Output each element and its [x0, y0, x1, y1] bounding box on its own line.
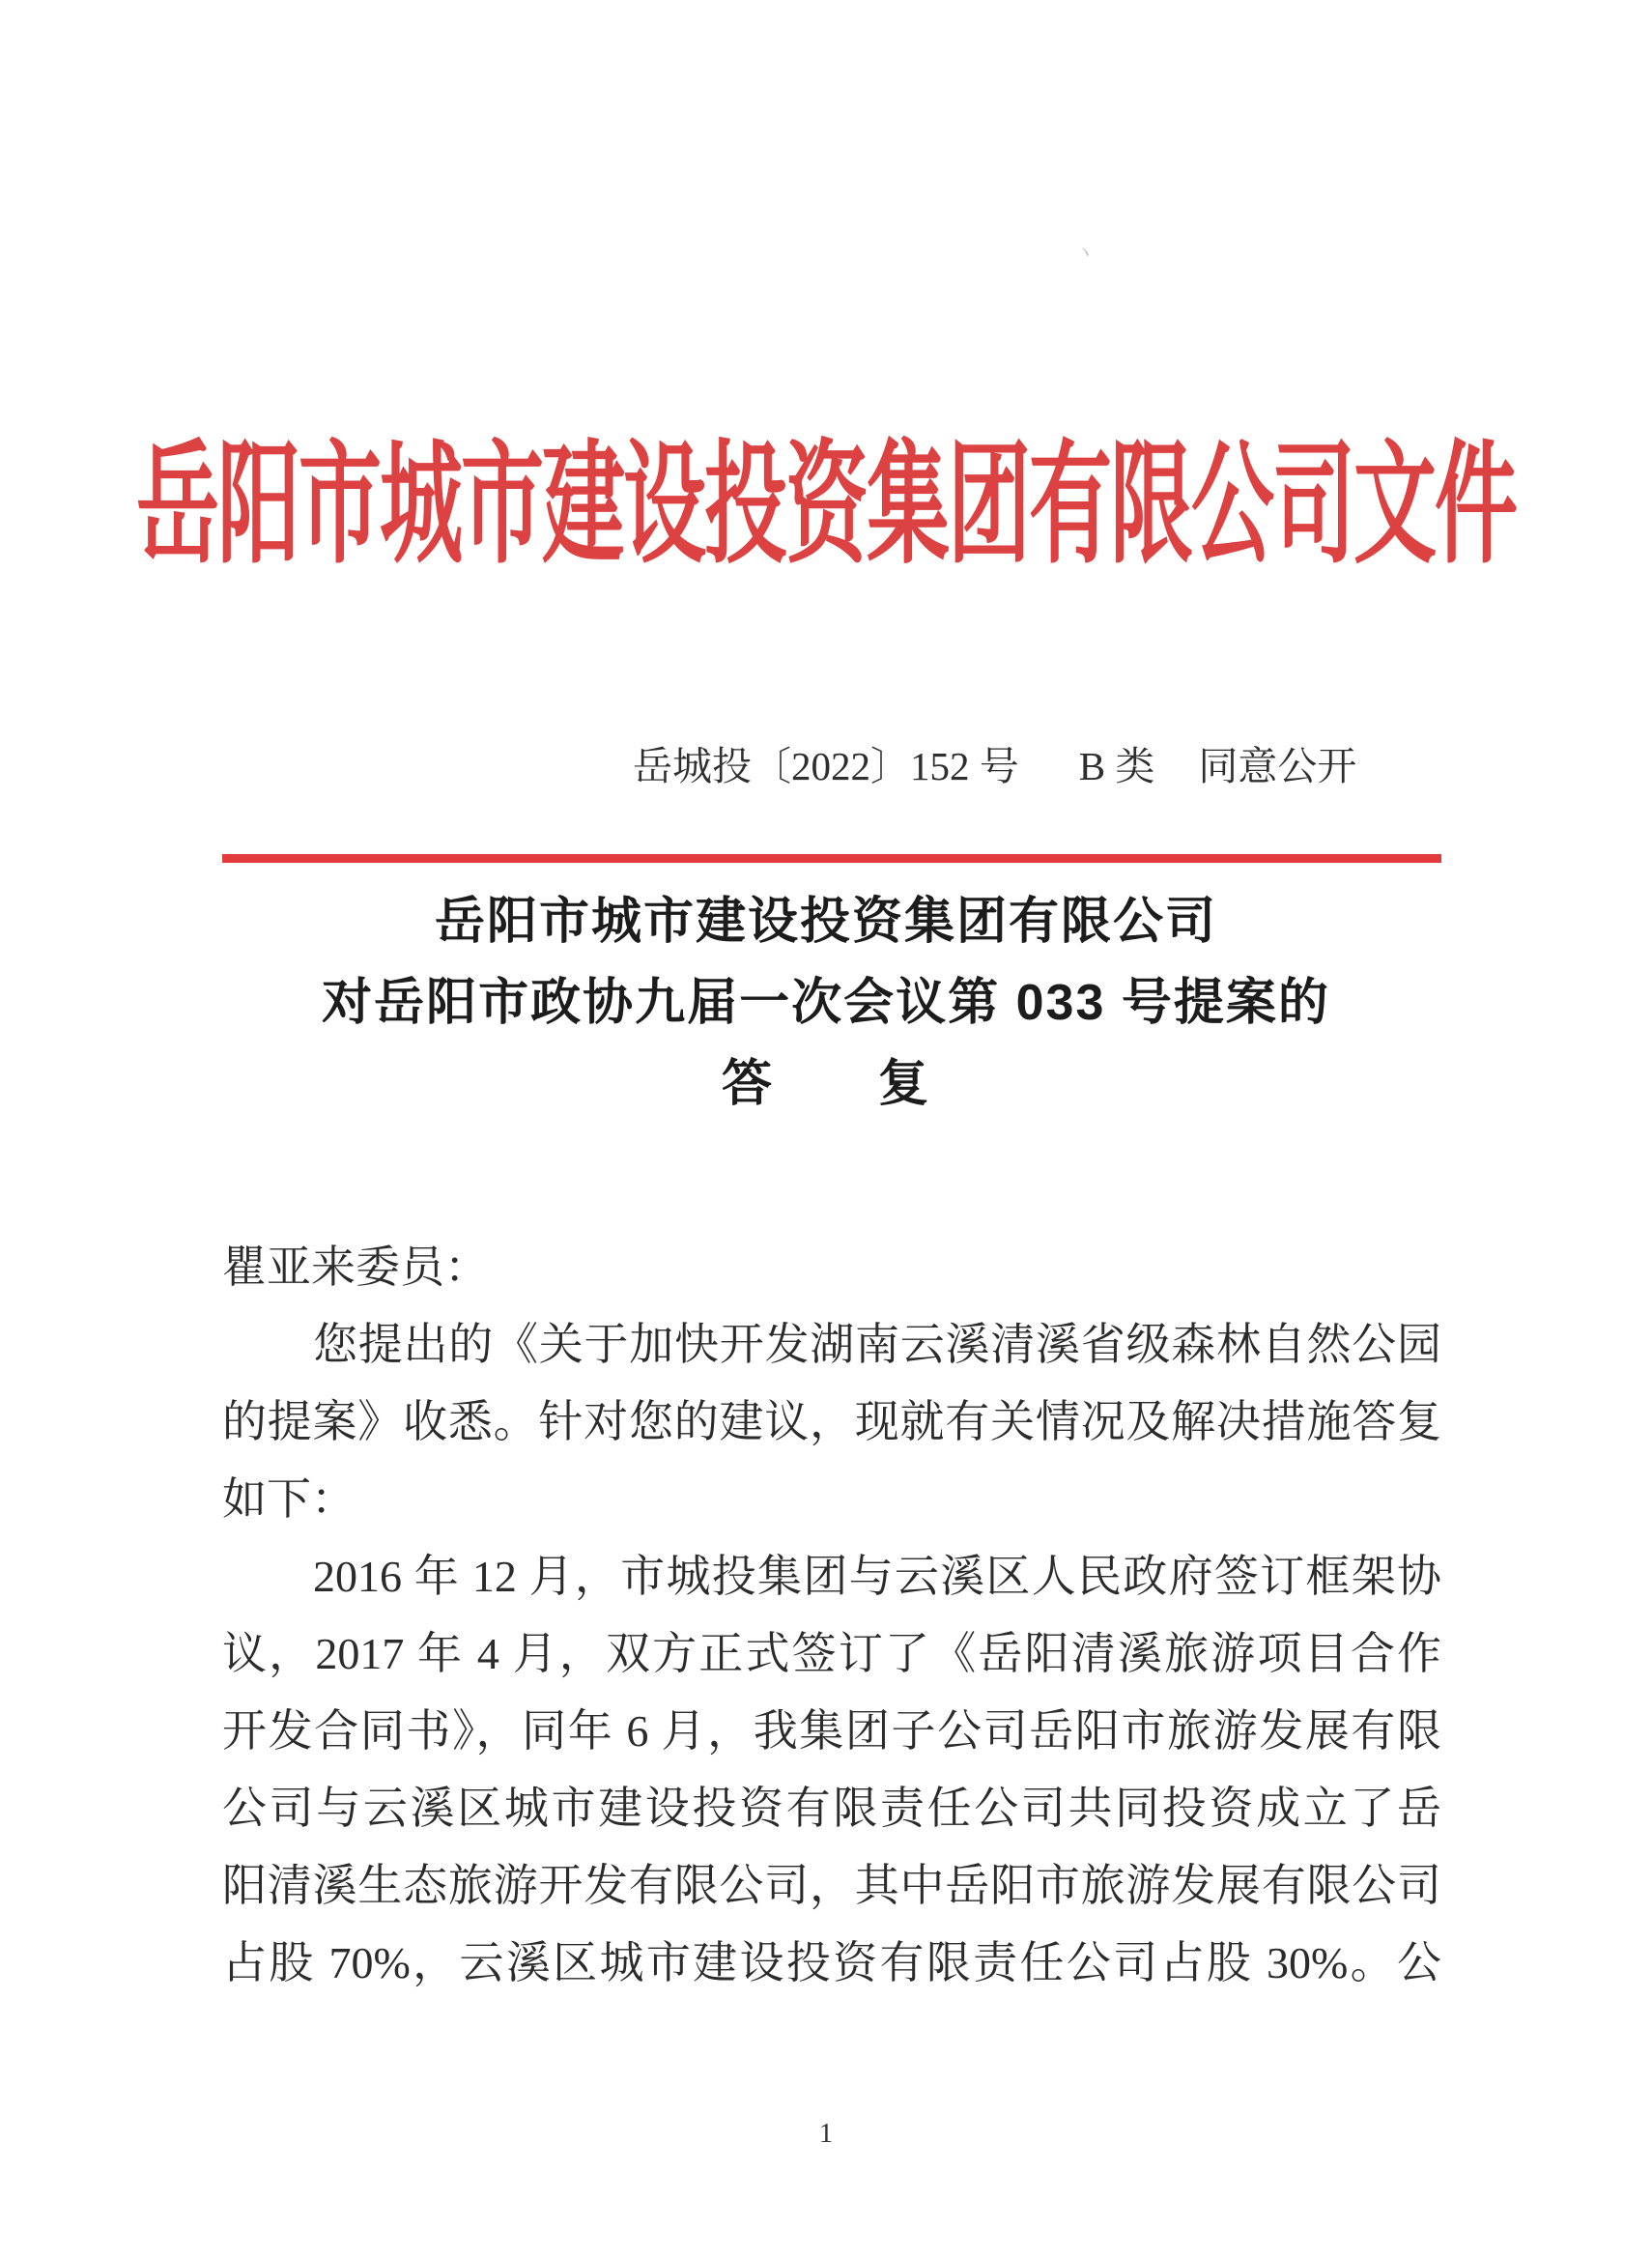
document-title-line-2: 对岳阳市政协九届一次会议第 033 号提案的: [322, 975, 1330, 1031]
red-divider-line: [222, 854, 1441, 863]
body-line: 您提出的《关于加快开发湖南云溪清溪省级森林自然公园: [313, 1320, 1441, 1369]
body-line: 的提案》收悉。针对您的建议，现就有关情况及解决措施答复: [222, 1397, 1441, 1446]
document-title-line-1: 岳阳市城市建设投资集团有限公司: [434, 894, 1217, 950]
doc-number: 岳城投〔2022〕152 号: [633, 744, 1019, 788]
doc-classification: B 类: [1078, 744, 1155, 788]
body-line: 阳清溪生态旅游开发有限公司，其中岳阳市旅游发展有限公司: [222, 1861, 1441, 1910]
document-title-line-3: 答 复: [721, 1056, 930, 1112]
body-line: 占股 70%，云溪区城市建设投资有限责任公司占股 30%。公: [222, 1938, 1441, 1987]
body-line: 2016 年 12 月，市城投集团与云溪区人民政府签订框架协: [313, 1552, 1441, 1601]
scan-artifact-mark: ヽ: [1074, 241, 1097, 265]
body-line: 公司与云溪区城市建设投资有限责任公司共同投资成立了岳: [222, 1784, 1441, 1833]
document-title: [0, 881, 1652, 1125]
body-paragraphs: [222, 1306, 1441, 2002]
doc-publicity-label: 同意公开: [1198, 744, 1357, 788]
body-line: 如下：: [222, 1474, 356, 1524]
document-header-title: 岳阳市城市建设投资集团有限公司文件: [136, 431, 1516, 580]
doc-number-row: [633, 734, 1356, 791]
body-line: 议，2017 年 4 月，双方正式签订了《岳阳清溪旅游项目合作: [222, 1629, 1441, 1678]
salutation: 瞿亚来委员：: [222, 1243, 489, 1292]
document-body: [222, 1229, 1441, 2002]
page-number: 1: [818, 2118, 834, 2149]
body-line: 开发合同书》，同年 6 月，我集团子公司岳阳市旅游发展有限: [222, 1706, 1441, 1756]
